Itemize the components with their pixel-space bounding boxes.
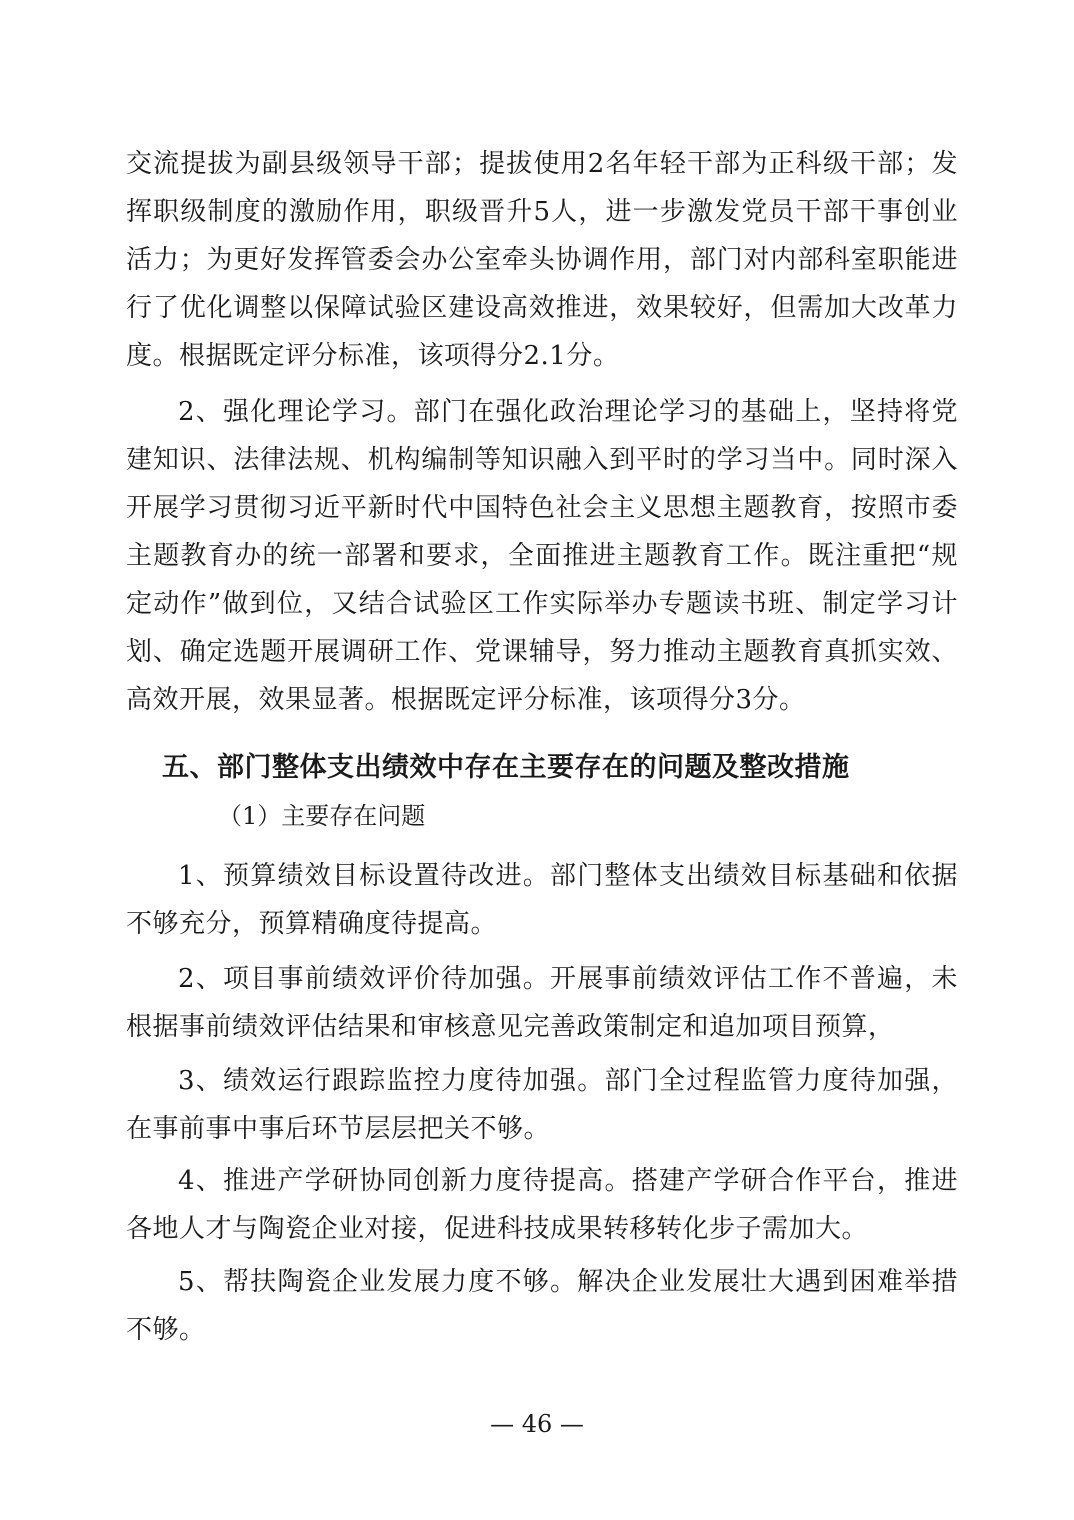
page-number: — 46 — xyxy=(490,1410,584,1438)
problem-item-1: 1、预算绩效目标设置待改进。部门整体支出绩效目标基础和依据不够充分，预算精确度待提高。 xyxy=(126,861,958,939)
subsection-heading: （1）主要存在问题 xyxy=(218,802,426,830)
problem-item-4: 4、推进产学研协同创新力度待提高。搭建产学研合作平台，推进各地人才与陶瓷企业对接，促进科技成果转移转化步子需加大。 xyxy=(126,1166,958,1244)
problem-item-2: 2、项目事前绩效评价待加强。开展事前绩效评估工作不普遍，未根据事前绩效评估结果和审核意见完善政策制定和追加项目预算， xyxy=(126,964,958,1042)
problem-item-5: 5、帮扶陶瓷企业发展力度不够。解决企业发展壮大遇到困难举措不够。 xyxy=(126,1267,958,1345)
paragraph-cadre-promotion: 交流提拔为副县级领导干部；提拔使用2名年轻干部为正科级干部；发挥职级制度的激励作用，职级晋升5人，进一步激发党员干部干事创业活力；为更好发挥管委会办公室牵头协调作用，部门对内部科室职能进行了优化调整以保障试验区建设高效推进，效果较好，但需加大改革力度。根据既定评分标准，该项得分2.1分。 xyxy=(126,149,958,371)
paragraph-theory-study: 2、强化理论学习。部门在强化政治理论学习的基础上，坚持将党建知识、法律法规、机构编制等知识融入到平时的学习当中。同时深入开展学习贯彻习近平新时代中国特色社会主义思想主题教育，按照市委主题教育办的统一部署和要求，全面推进主题教育工作。既注重把“规定动作”做到位，又结合试验区工作实际举办专题读书班、制定学习计划、确定选题开展调研工作、党课辅导，努力推动主题教育真抓实效、高效开展，效果显著。根据既定评分标准，该项得分3分。 xyxy=(126,397,958,715)
problem-item-3: 3、绩效运行跟踪监控力度待加强。部门全过程监管力度待加强，在事前事中事后环节层层把关不够。 xyxy=(126,1066,958,1144)
section-heading: 五、部门整体支出绩效中存在主要存在的问题及整改措施 xyxy=(162,752,850,783)
